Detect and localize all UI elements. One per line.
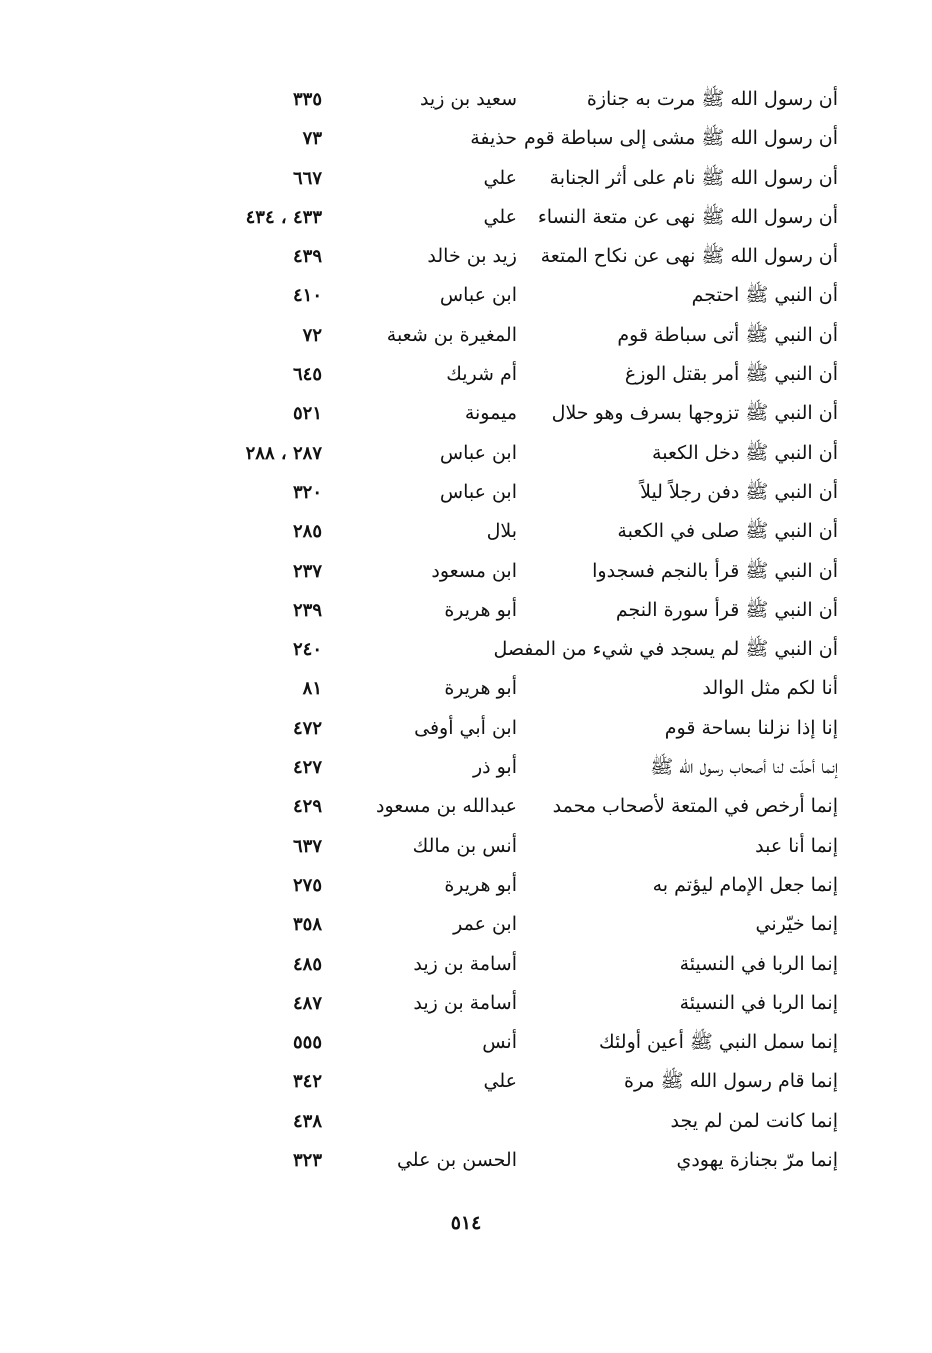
page-reference: ٨١ — [302, 678, 322, 700]
hadith-text: أن النبي ﷺ صلى في الكعبة — [617, 520, 838, 543]
page-reference: ٤٣٨ — [292, 1110, 322, 1132]
index-row — [0, 316, 932, 355]
page-reference: ٤١٠ — [292, 285, 322, 307]
page-reference: ٥٥٥ — [292, 1032, 322, 1054]
narrator-name: سعيد بن زيد — [419, 88, 517, 110]
hadith-text: أن النبي ﷺ تزوجها بسرف وهو حلال — [551, 402, 838, 425]
page-reference: ٦٤٥ — [292, 364, 322, 386]
hadith-text: أن النبي ﷺ لم يسجد في شيء من المفصل — [493, 638, 838, 661]
narrator-name: ابن عباس — [439, 480, 517, 503]
index-row — [0, 159, 932, 198]
hadith-text: إنما مرّ بجنازة يهودي — [676, 1149, 838, 1172]
page-reference: ٦٣٧ — [292, 835, 322, 857]
narrator-name: ابن عباس — [439, 441, 517, 464]
hadith-text: أن رسول الله ﷺ مشى إلى سباطة قوم — [523, 127, 838, 150]
page-reference: ٢٧٥ — [292, 874, 322, 896]
hadith-text: أن رسول الله ﷺ نهى عن نكاح المتعة — [540, 245, 838, 268]
hadith-text: إنما سمل النبي ﷺ أعين أولئك — [599, 1031, 838, 1054]
index-row — [0, 748, 932, 787]
hadith-text: أن رسول الله ﷺ نام على أثر الجنابة — [549, 166, 838, 189]
index-row — [0, 276, 932, 315]
narrator-name: ابن عباس — [439, 284, 517, 307]
narrator-name: علي — [483, 205, 517, 228]
index-row — [0, 80, 932, 119]
page-reference: ٢٣٩ — [292, 599, 322, 621]
narrator-name: أسامة بن زيد — [413, 952, 517, 975]
narrator-name: أنس بن مالك — [412, 834, 517, 857]
page-reference: ٧٢ — [302, 324, 322, 346]
hadith-text: إنما الربا في النسيئة — [679, 952, 838, 975]
hadith-text: إنما أرخص في المتعة لأصحاب محمد — [552, 795, 838, 818]
page-reference: ٣٢٠ — [292, 481, 322, 503]
hadith-text: إنما جعل الإمام ليؤتم به — [652, 873, 838, 896]
page-reference: ٦٦٧ — [292, 167, 322, 189]
narrator-name: علي — [483, 1070, 517, 1093]
narrator-name: ابن أبي أوفى — [414, 716, 517, 739]
hadith-text: إنما قام رسول الله ﷺ مرة — [623, 1070, 838, 1093]
index-row — [0, 866, 932, 905]
hadith-text: أن النبي ﷺ أمر بقتل الوزغ — [624, 363, 838, 386]
narrator-name: أنس — [482, 1031, 517, 1054]
narrator-name: زيد بن خالد — [427, 245, 517, 268]
narrator-name: ابن مسعود — [431, 559, 517, 582]
page-reference: ٤٣٩ — [292, 246, 322, 268]
hadith-text: إنما أنا عبد — [755, 834, 838, 857]
narrator-name: عبدالله بن مسعود — [376, 795, 517, 818]
index-row — [0, 119, 932, 158]
hadith-text: أن النبي ﷺ احتجم — [691, 284, 838, 307]
page-reference: ٣٥٨ — [292, 914, 322, 936]
page-reference: ٢٨٧ ، ٢٨٨ — [245, 442, 322, 464]
index-row — [0, 591, 932, 630]
narrator-name: الحسن بن علي — [396, 1149, 517, 1172]
hadith-text: أنا لكم مثل الوالد — [702, 677, 838, 700]
page-reference: ٢٣٧ — [292, 560, 322, 582]
hadith-index-list — [0, 80, 932, 1180]
hadith-text: إنما كانت لمن لم يجد — [670, 1109, 838, 1132]
index-row — [0, 434, 932, 473]
page-reference: ٣٢٣ — [292, 1150, 322, 1172]
page-number: ٥١٤ — [450, 1212, 482, 1234]
index-row — [0, 709, 932, 748]
hadith-text: أن النبي ﷺ دخل الكعبة — [652, 441, 838, 464]
index-row — [0, 827, 932, 866]
page-reference: ٤٣٣ ، ٤٣٤ — [245, 206, 322, 228]
index-row — [0, 355, 932, 394]
narrator-name: أسامة بن زيد — [413, 991, 517, 1014]
page-reference: ٥٢١ — [292, 403, 322, 425]
page-reference: ٤٧٢ — [292, 717, 322, 739]
index-row — [0, 237, 932, 276]
index-row — [0, 905, 932, 944]
hadith-text: أن النبي ﷺ قرأ بالنجم فسجدوا — [592, 559, 838, 582]
hadith-text: إنما أحلّت لنا أصحاب رسول الله ﷺ — [650, 756, 838, 779]
index-row — [0, 1141, 932, 1180]
page-reference: ٤٨٧ — [292, 992, 322, 1014]
page-reference: ٢٨٥ — [292, 521, 322, 543]
page-reference: ٧٣ — [302, 128, 322, 150]
hadith-text: أن رسول الله ﷺ نهى عن متعة النساء — [537, 205, 838, 228]
index-row — [0, 394, 932, 433]
index-row — [0, 512, 932, 551]
hadith-text: إنما خيّرني — [755, 913, 838, 936]
hadith-text: أن رسول الله ﷺ مرت به جنازة — [586, 88, 838, 110]
narrator-name: حذيفة — [470, 127, 517, 150]
index-row — [0, 1102, 932, 1141]
index-row — [0, 984, 932, 1023]
page-reference: ٣٣٥ — [292, 89, 322, 110]
narrator-name: ابن عمر — [453, 913, 517, 936]
index-row — [0, 945, 932, 984]
narrator-name: علي — [483, 166, 517, 189]
narrator-name: المغيرة بن شعبة — [386, 323, 517, 346]
hadith-text: إنا إذا نزلنا بساحة قوم — [664, 716, 838, 739]
page-reference: ٣٤٢ — [292, 1071, 322, 1093]
index-row — [0, 669, 932, 708]
hadith-text: أن النبي ﷺ قرأ سورة النجم — [615, 598, 838, 621]
page-reference: ٤٢٧ — [292, 757, 322, 779]
index-row — [0, 1062, 932, 1101]
narrator-name: أبو ذر — [472, 756, 517, 779]
narrator-name: أبو هريرة — [444, 677, 517, 700]
index-row — [0, 1023, 932, 1062]
narrator-name: أبو هريرة — [444, 873, 517, 896]
hadith-text: أن النبي ﷺ دفن رجلاً ليلاً — [640, 480, 838, 503]
narrator-name: بلال — [486, 520, 517, 543]
narrator-name: ميمونة — [464, 402, 517, 425]
hadith-text: إنما الربا في النسيئة — [679, 991, 838, 1014]
page-reference: ٤٢٩ — [292, 796, 322, 818]
page-reference: ٤٨٥ — [292, 953, 322, 975]
index-row — [0, 552, 932, 591]
index-row — [0, 198, 932, 237]
page-reference: ٢٤٠ — [292, 639, 322, 661]
index-row — [0, 787, 932, 826]
index-row — [0, 630, 932, 669]
narrator-name: أم شريك — [446, 363, 517, 386]
narrator-name: أبو هريرة — [444, 598, 517, 621]
hadith-text: أن النبي ﷺ أتى سباطة قوم — [617, 323, 838, 346]
index-row — [0, 473, 932, 512]
